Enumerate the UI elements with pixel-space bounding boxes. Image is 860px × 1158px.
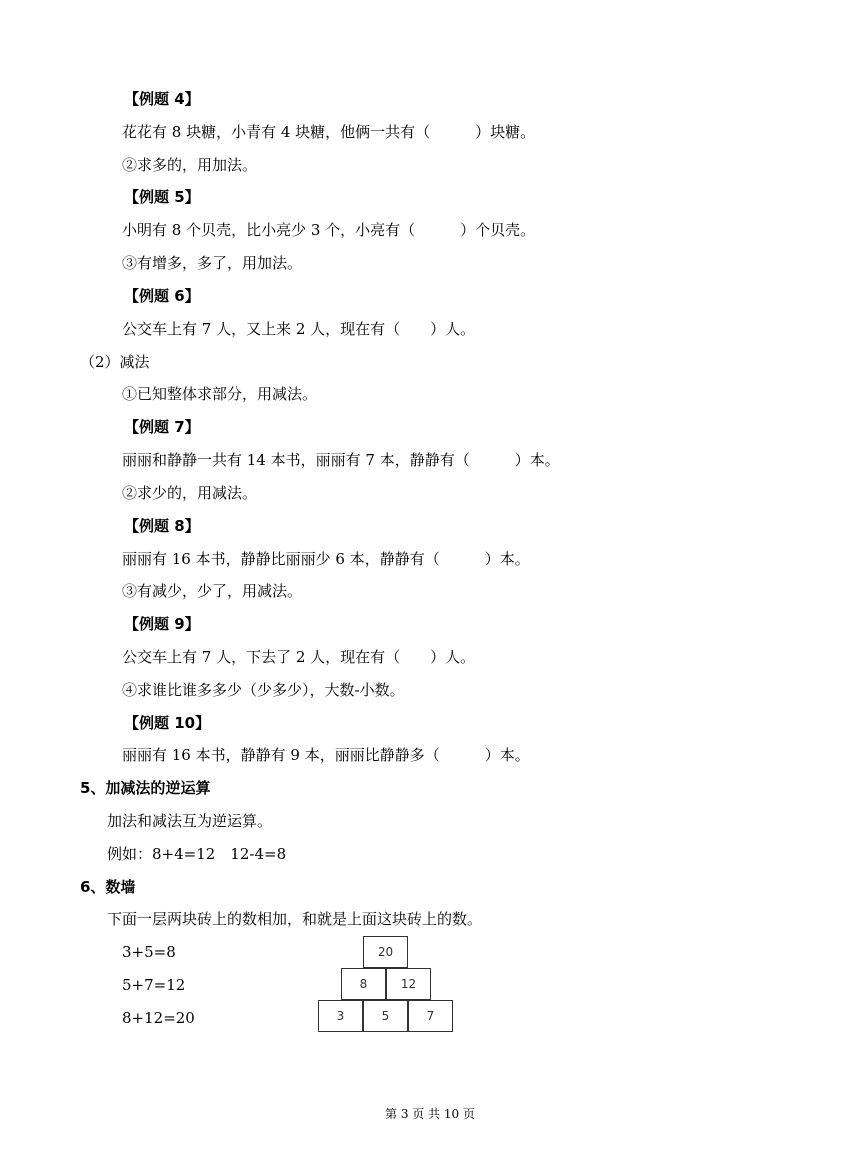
example-8-heading: 【例题 8】 [124, 517, 200, 535]
example-9-heading: 【例题 9】 [124, 615, 200, 633]
example-9-text: 公交车上有 7 人，下去了 2 人，现在有（ ）人。 [122, 648, 476, 666]
rule-sub-less: ②求少的，用减法。 [122, 484, 258, 502]
equation-3: 8+12=20 [122, 1009, 195, 1027]
rule-sub-decrease: ③有减少，少了，用减法。 [122, 582, 303, 600]
section-6-text: 下面一层两块砖上的数相加，和就是上面这块砖上的数。 [107, 910, 483, 928]
wall-brick-bottom-left: 3 [318, 1000, 363, 1032]
equation-1: 3+5=8 [122, 943, 176, 961]
example-5-text: 小明有 8 个贝壳，比小亮少 3 个，小亮有（ ）个贝壳。 [122, 221, 536, 239]
example-5-heading: 【例题 5】 [124, 188, 200, 206]
example-7-heading: 【例题 7】 [124, 418, 200, 436]
example-6-heading: 【例题 6】 [124, 287, 200, 305]
wall-brick-middle-right: 12 [386, 968, 431, 1000]
wall-brick-bottom-center: 5 [363, 1000, 408, 1032]
rule-sub-whole-part: ①已知整体求部分，用减法。 [122, 385, 318, 403]
example-6-text: 公交车上有 7 人，又上来 2 人，现在有（ ）人。 [122, 320, 476, 338]
rule-add-more: ②求多的，用加法。 [122, 156, 258, 174]
example-10-text: 丽丽有 16 本书，静静有 9 本，丽丽比静静多（ ）本。 [122, 746, 530, 764]
example-10-heading: 【例题 10】 [124, 714, 211, 732]
example-4-heading: 【例题 4】 [124, 90, 200, 108]
rule-add-increase: ③有增多，多了，用加法。 [122, 254, 303, 272]
page-footer: 第 3 页 共 10 页 [385, 1107, 475, 1121]
wall-brick-middle-left: 8 [341, 968, 386, 1000]
wall-brick-top: 20 [363, 936, 408, 968]
example-8-text: 丽丽有 16 本书，静静比丽丽少 6 本，静静有（ ）本。 [122, 550, 530, 568]
wall-brick-bottom-right: 7 [408, 1000, 453, 1032]
equation-2: 5+7=12 [122, 976, 186, 994]
rule-sub-difference: ④求谁比谁多多少（少多少），大数-小数。 [122, 681, 405, 699]
section-5-text: 加法和减法互为逆运算。 [107, 812, 273, 830]
section-6-heading: 6、数墙 [80, 878, 136, 896]
example-4-text: 花花有 8 块糖，小青有 4 块糖，他俩一共有（ ）块糖。 [122, 123, 536, 141]
subtraction-heading: （2）减法 [80, 353, 150, 371]
section-5-example: 例如：8+4=12 12-4=8 [107, 845, 287, 863]
section-5-heading: 5、加减法的逆运算 [80, 779, 211, 797]
example-7-text: 丽丽和静静一共有 14 本书，丽丽有 7 本，静静有（ ）本。 [122, 451, 560, 469]
